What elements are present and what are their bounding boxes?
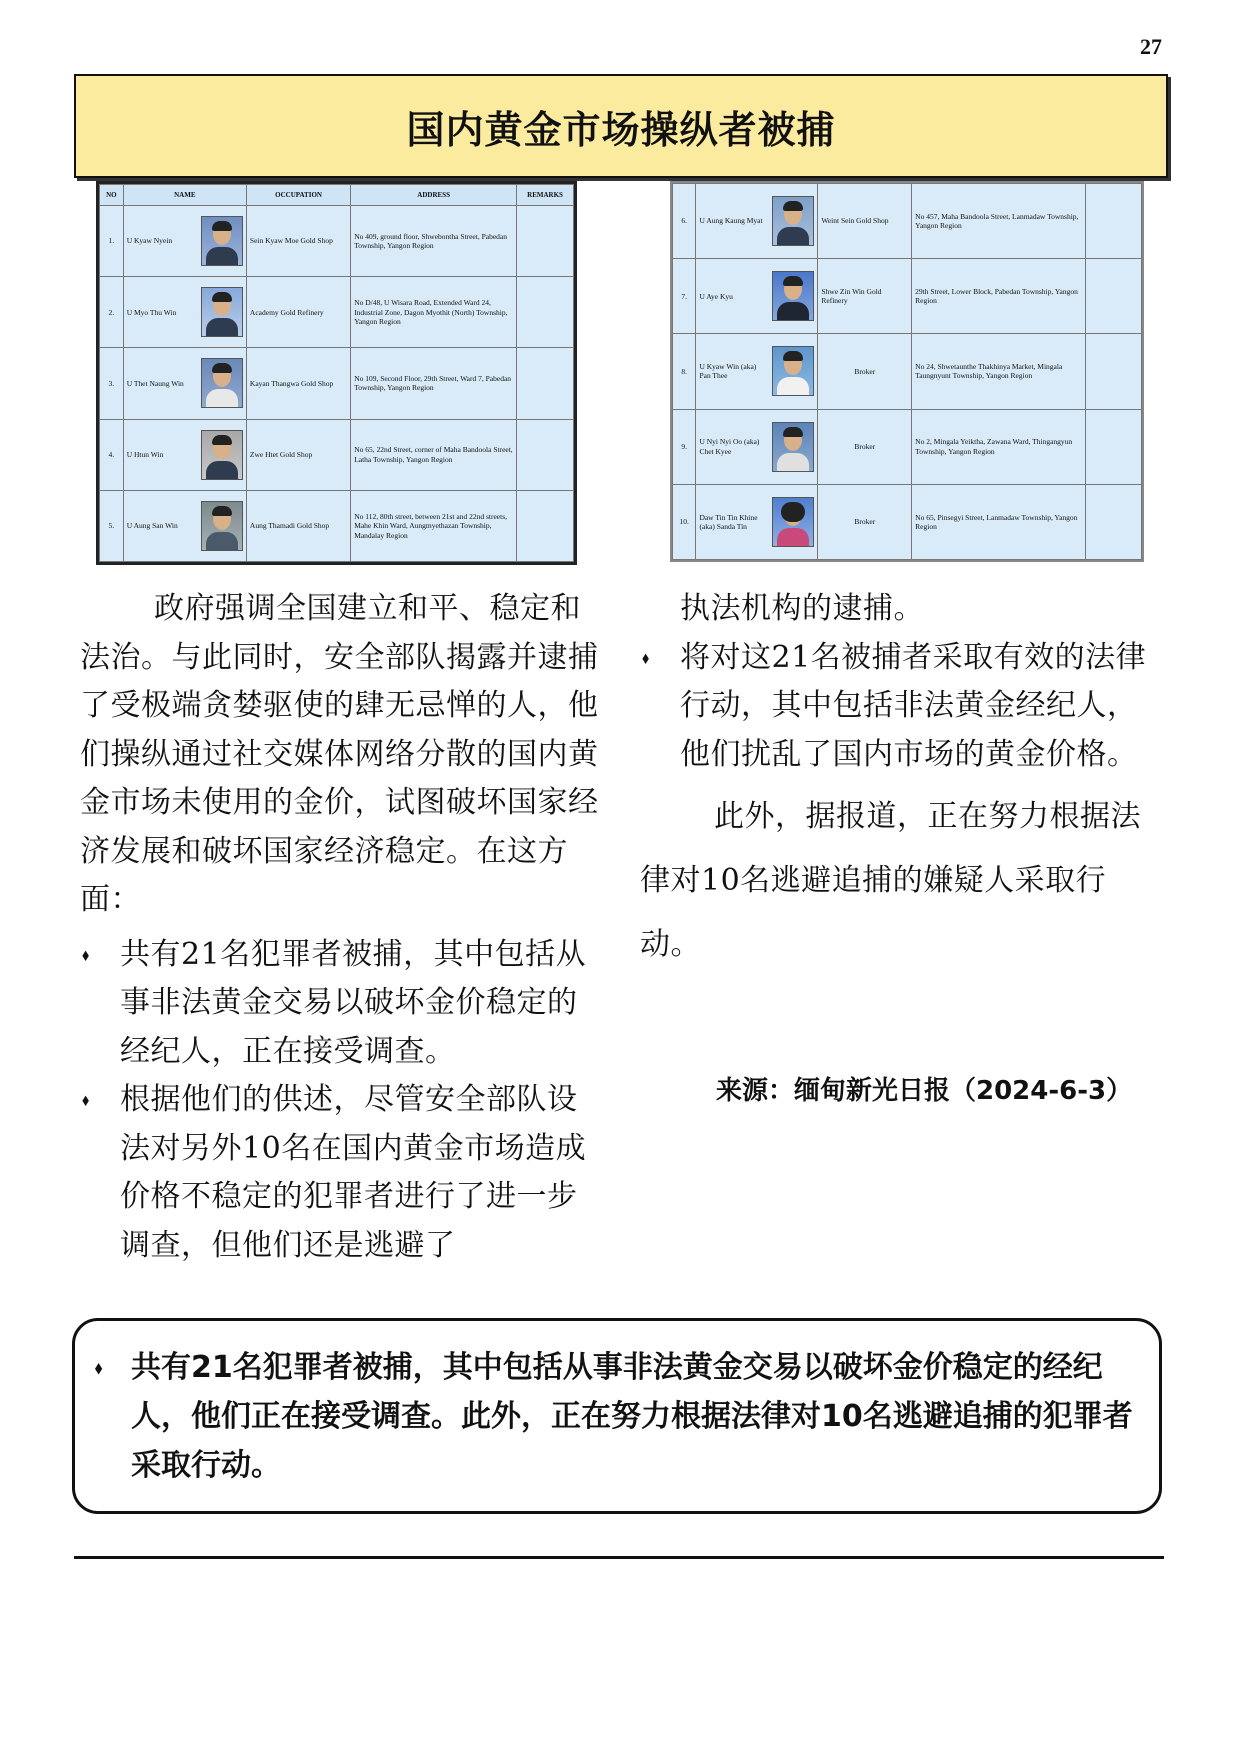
row-no: 10. <box>673 484 696 559</box>
suspect-photo <box>772 196 814 246</box>
table-row <box>673 334 1142 409</box>
bullet-icon: ⬧ <box>642 647 650 667</box>
name-cell <box>696 484 818 559</box>
name-cell <box>696 409 818 484</box>
suspects-table <box>99 184 574 562</box>
suspect-name: U Myo Thu Win <box>126 307 177 317</box>
table-row <box>673 409 1142 484</box>
bullet-icon: ⬧ <box>95 1358 103 1377</box>
bullet-item <box>80 931 600 1077</box>
row-no: 7. <box>673 259 696 334</box>
suspect-remarks <box>1085 184 1141 259</box>
name-cell <box>123 348 246 419</box>
suspect-remarks <box>1085 484 1141 559</box>
title-banner <box>74 74 1168 178</box>
suspect-address: No 112, 80th street, between 21st and 22nd streets, Mahe Khin Ward, Aungmyethazan Township, Mandalay Region <box>351 490 517 561</box>
bullet-icon: ⬧ <box>82 944 90 964</box>
suspect-occupation: Shwe Zin Win Gold Refinery <box>818 259 912 334</box>
suspect-address: No 65, 22nd Street, corner of Maha Bandoola Street, Latha Township, Yangon Region <box>351 419 517 490</box>
suspect-occupation: Weint Sein Gold Shop <box>818 184 912 259</box>
bullet-icon: ⬧ <box>82 1090 90 1109</box>
suspect-occupation: Broker <box>818 484 912 559</box>
name-cell <box>696 184 818 259</box>
row-no: 5. <box>100 490 124 561</box>
suspect-address: No 409, ground floor, Shwebontha Street, Pabedan Township, Yangon Region <box>351 206 517 277</box>
header-remarks: REMARKS <box>517 185 574 206</box>
suspect-remarks <box>517 206 574 277</box>
suspect-address: No 24, Shwetaunthe Thakhinya Market, Mingala Taungnyunt Township, Yangon Region <box>912 334 1086 409</box>
name-cell <box>696 259 818 334</box>
suspect-remarks <box>1085 409 1141 484</box>
table-row <box>100 490 574 561</box>
table-row <box>673 259 1142 334</box>
name-cell <box>123 206 246 277</box>
bullet-text: 根据他们的供述，尽管安全部队设法对另外10名在国内黄金市场造成价格不稳定的犯罪者进行了进一步调查，但他们还是逃避了 <box>120 1082 587 1263</box>
source-citation: 来源：缅甸新光日报（2024-6-3） <box>716 1076 1133 1106</box>
closing-paragraph: 此外，据报道，正在努力根据法律对10名逃避追捕的嫌疑人采取行动。 <box>640 799 1141 962</box>
row-no: 6. <box>673 184 696 259</box>
suspect-remarks <box>517 277 574 348</box>
suspect-name: U Aung Kaung Myat <box>699 216 763 226</box>
suspect-name: U Aung San Win <box>126 521 178 531</box>
suspect-address: No 65, Pinsegyi Street, Lanmadaw Township, Yangon Region <box>912 484 1086 559</box>
bullet-text: 将对这21名被捕者采取有效的法律行动，其中包括非法黄金经纪人，他们扰乱了国内市场的黄金价格。 <box>680 639 1147 772</box>
suspect-photo <box>201 501 243 551</box>
table-row <box>100 419 574 490</box>
suspect-occupation: Sein Kyaw Moe Gold Shop <box>246 206 350 277</box>
suspect-name: Daw Tin Tin Khine (aka) Sanda Tin <box>699 512 758 531</box>
header-occupation: OCCUPATION <box>246 185 350 206</box>
suspects-table <box>672 183 1142 560</box>
suspect-occupation: Kayan Thangwa Gold Shop <box>246 348 350 419</box>
page-number: 27 <box>1140 34 1162 59</box>
table-row <box>100 206 574 277</box>
table-row <box>100 348 574 419</box>
right-text-column <box>640 585 1160 977</box>
name-cell <box>123 490 246 561</box>
suspect-address: No D/48, U Wisara Road, Extended Ward 24, Industrial Zone, Dagon Myothit (North) Township, Yangon Region <box>351 277 517 348</box>
table-row <box>673 484 1142 559</box>
name-cell <box>123 277 246 348</box>
suspect-remarks <box>517 419 574 490</box>
row-no: 3. <box>100 348 124 419</box>
continuation-text: 执法机构的逮捕。 <box>680 591 924 626</box>
bullet-item <box>640 634 1160 780</box>
row-no: 2. <box>100 277 124 348</box>
suspect-name: U Kyaw Nyein <box>126 236 173 246</box>
intro-paragraph: 政府强调全国建立和平、稳定和法治。与此同时，安全部队揭露并逮捕了受极端贪婪驱使的肆无忌惮的人，他们操纵通过社交媒体网络分散的国内黄金市场未使用的金价，试图破坏国家经济发展和破坏国家经济稳定。在这方面： <box>80 591 599 917</box>
table-header-row <box>100 185 574 206</box>
suspects-table-left <box>96 181 577 565</box>
left-text-column <box>80 585 600 1270</box>
table-row <box>100 277 574 348</box>
suspect-photo <box>772 271 814 321</box>
name-cell <box>123 419 246 490</box>
suspect-address: No 457, Maha Bandoola Street, Lanmadaw Township, Yangon Region <box>912 184 1086 259</box>
row-no: 8. <box>673 334 696 409</box>
suspect-photo <box>201 430 243 480</box>
suspect-address: 29th Street, Lower Block, Pabedan Township, Yangon Region <box>912 259 1086 334</box>
suspect-photo <box>201 358 243 408</box>
summary-box <box>72 1318 1162 1514</box>
row-no: 9. <box>673 409 696 484</box>
suspect-name: U Thet Naung Win <box>126 378 184 388</box>
suspect-occupation: Zwe Htet Gold Shop <box>246 419 350 490</box>
suspect-name: U Kyaw Win (aka) Pan Thee <box>699 362 757 381</box>
footer-divider <box>74 1556 1164 1559</box>
name-cell <box>696 334 818 409</box>
header-address: ADDRESS <box>351 185 517 206</box>
suspect-address: No 109, Second Floor, 29th Street, Ward 7, Pabedan Township, Yangon Region <box>351 348 517 419</box>
suspect-remarks <box>1085 334 1141 409</box>
suspect-photo <box>201 216 243 266</box>
suspect-remarks <box>1085 259 1141 334</box>
suspect-remarks <box>517 490 574 561</box>
suspect-photo <box>201 287 243 337</box>
suspect-photo <box>772 422 814 472</box>
suspect-remarks <box>517 348 574 419</box>
suspect-name: U Aye Kyu <box>699 291 733 301</box>
suspect-occupation: Broker <box>818 334 912 409</box>
suspect-name: U Nyi Nyi Oo (aka) Chet Kyee <box>699 437 760 456</box>
row-no: 4. <box>100 419 124 490</box>
page-title: 国内黄金市场操纵者被捕 <box>406 107 836 152</box>
summary-text: 共有21名犯罪者被捕，其中包括从事非法黄金交易以破坏金价稳定的经纪人，他们正在接受调查。此外，正在努力根据法律对10名逃避追捕的犯罪者采取行动。 <box>131 1350 1133 1483</box>
bullet-text: 共有21名犯罪者被捕，其中包括从事非法黄金交易以破坏金价稳定的经纪人，正在接受调查。 <box>120 936 587 1069</box>
bullet-item <box>80 1076 600 1270</box>
summary-bullet <box>93 1343 1135 1490</box>
table-row <box>673 184 1142 259</box>
suspect-address: No 2, Mingala Yeiktha, Zawana Ward, Thingangyun Township, Yangon Region <box>912 409 1086 484</box>
header-no: NO <box>100 185 124 206</box>
suspects-table-right <box>670 181 1144 562</box>
suspect-occupation: Academy Gold Refinery <box>246 277 350 348</box>
row-no: 1. <box>100 206 124 277</box>
suspect-occupation: Aung Thamadi Gold Shop <box>246 490 350 561</box>
suspect-occupation: Broker <box>818 409 912 484</box>
suspect-photo <box>772 346 814 396</box>
suspect-name: U Htun Win <box>126 449 164 459</box>
header-name: NAME <box>123 185 246 206</box>
suspect-photo <box>772 497 814 547</box>
